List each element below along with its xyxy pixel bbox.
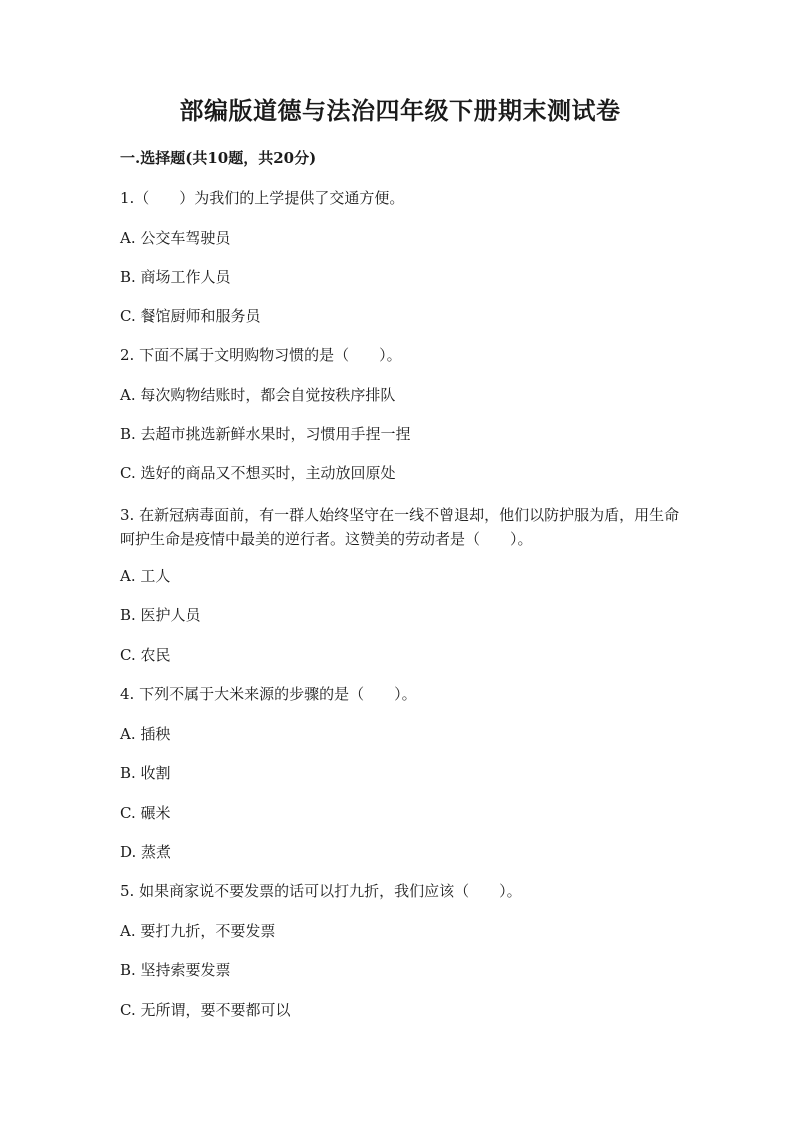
question-3-option-c: C. 农民 [120, 646, 171, 664]
question-1-option-a: A. 公交车驾驶员 [120, 229, 231, 247]
question-3-option-b: B. 医护人员 [120, 606, 201, 624]
question-1-option-c: C. 餐馆厨师和服务员 [120, 307, 261, 325]
question-3-option-a: A. 工人 [120, 567, 171, 585]
question-1-stem: 1.（ ）为我们的上学提供了交通方便。 [120, 189, 405, 207]
question-5-option-b: B. 坚持索要发票 [120, 961, 231, 979]
section-heading: 一.选择题(共10题，共20分) [120, 149, 317, 167]
question-2-option-c: C. 选好的商品又不想买时，主动放回原处 [120, 464, 396, 482]
question-2-option-b: B. 去超市挑选新鲜水果时，习惯用手捏一捏 [120, 425, 411, 443]
question-4-option-a: A. 插秧 [120, 725, 171, 743]
question-3-stem: 3. 在新冠病毒面前，有一群人始终坚守在一线不曾退却，他们以防护服为盾，用生命呵护生命是疫情中最美的逆行者。这赞美的劳动者是（ ）。 [120, 506, 680, 548]
question-2-stem: 2. 下面不属于文明购物习惯的是（ ）。 [120, 346, 402, 364]
exam-title: 部编版道德与法治四年级下册期末测试卷 [179, 96, 621, 125]
question-5-option-c: C. 无所谓，要不要都可以 [120, 1001, 291, 1019]
question-5-stem: 5. 如果商家说不要发票的话可以打九折，我们应该（ ）。 [120, 882, 522, 900]
question-5-option-a: A. 要打九折，不要发票 [120, 922, 276, 940]
question-4-option-c: C. 碾米 [120, 804, 171, 822]
question-4-option-b: B. 收割 [120, 764, 171, 782]
question-4-option-d: D. 蒸煮 [120, 843, 172, 861]
question-2-option-a: A. 每次购物结账时，都会自觉按秩序排队 [120, 386, 396, 404]
question-1-option-b: B. 商场工作人员 [120, 268, 231, 286]
question-4-stem: 4. 下列不属于大米来源的步骤的是（ ）。 [120, 685, 417, 703]
